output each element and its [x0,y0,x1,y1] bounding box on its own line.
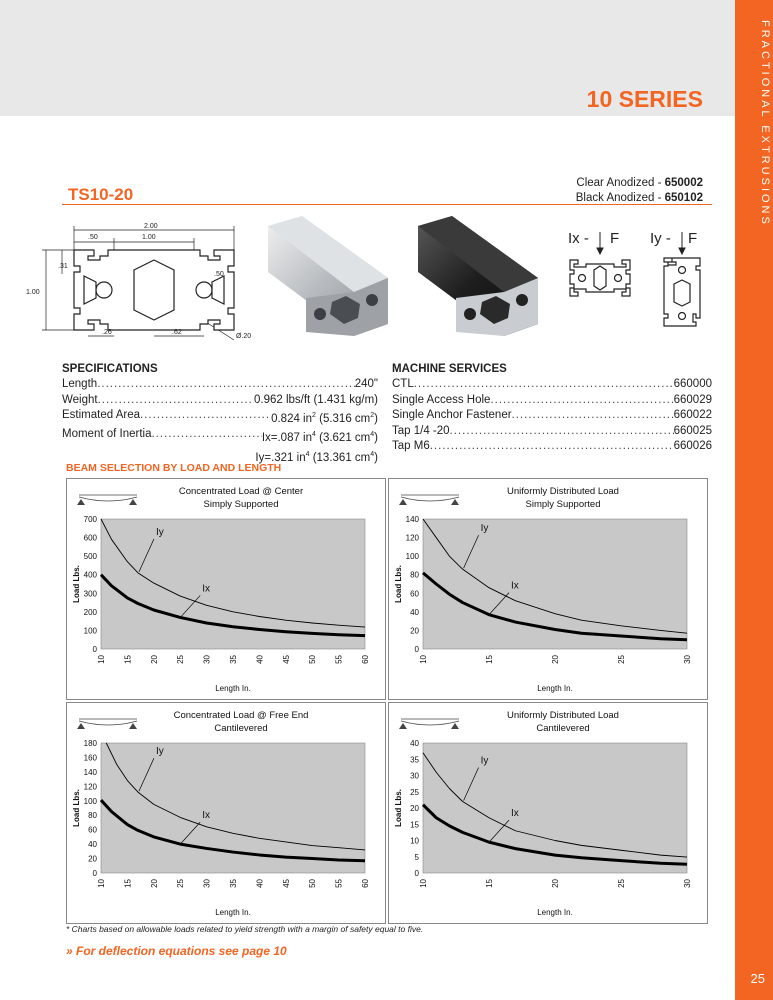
side-bar [735,0,773,1000]
x-tick-label: 20 [551,879,560,888]
chart-title: Uniformly Distributed Load [507,710,619,721]
x-tick-label: 45 [281,655,291,664]
chart-subtitle: Cantilevered [536,723,590,734]
x-tick-label: 15 [485,655,494,664]
chart-uniform-cantilevered [388,702,708,924]
beam-load-icon [77,719,137,729]
y-axis-label: Load Lbs. [394,565,403,603]
x-tick-label: 30 [683,655,692,664]
x-tick-label: 60 [361,655,370,664]
iy-profile-icon [664,258,700,326]
x-tick-label: 20 [149,879,159,888]
y-axis-label: Load Lbs. [72,789,81,827]
y-tick-label: 500 [83,552,97,562]
y-tick-label: 40 [410,607,419,617]
y-tick-label: 20 [88,854,97,864]
y-tick-label: 120 [83,782,97,792]
ix-profile-icon [570,260,630,296]
black-extrusion-photo [412,214,542,338]
part-numbers [576,176,703,206]
plot-area [101,519,365,649]
y-tick-label: 120 [405,533,419,543]
chart-title: Uniformly Distributed Load [507,486,619,497]
x-tick-label: 35 [229,879,238,888]
chart-center-simply-supported [66,478,386,700]
series-label-iy: Iy [155,526,164,538]
beam-load-icon [399,495,459,505]
y-tick-label: 600 [83,533,97,543]
y-tick-label: 35 [410,755,419,765]
y-axis-label: Load Lbs. [394,789,403,827]
x-tick-label: 15 [485,879,494,888]
dim-width: 2.00 [144,223,158,230]
beam-load-icon [77,495,137,505]
beam-selection-title: BEAM SELECTION BY LOAD AND LENGTH [66,462,282,474]
clear-number: 650002 [664,177,703,189]
y-tick-label: 0 [414,645,419,654]
page-number: 25 [750,971,765,986]
part-title: TS10-20 [68,185,134,204]
x-tick-label: 10 [419,879,428,888]
dim-31: .31 [58,263,68,270]
chart-svg [67,703,387,925]
service-row: Single Access Hole ..... 660029 [392,393,712,408]
chart-svg [67,479,387,701]
x-tick-label: 35 [229,655,238,664]
dim-50: .50 [214,271,224,278]
y-tick-label: 20 [410,804,419,813]
dim-slot: 1.00 [142,234,156,241]
y-tick-label: 200 [83,607,97,617]
x-tick-label: 55 [334,655,344,664]
x-tick-label: 20 [149,655,159,664]
deflection-link[interactable]: » For deflection equations see page 10 [66,944,287,958]
black-label: Black Anodized - [575,192,665,204]
y-tick-label: 0 [92,645,97,654]
series-label-ix: Ix [511,580,519,592]
profile-drawing [24,218,260,348]
x-axis-label: Length In. [537,684,573,693]
iy-label: Iy - [650,230,671,247]
footnote: * Charts based on allowable loads related to yield strength with a margin of safety equal to five. [66,924,424,934]
chart-subtitle: Simply Supported [203,499,279,510]
dim-half: .50 [88,234,98,241]
series-title: 10 SERIES [586,86,703,112]
series-label-ix: Ix [202,583,210,595]
dim-height: 1.00 [26,289,40,296]
x-tick-label: 15 [123,655,133,664]
iy-force: F [688,230,698,247]
chart-subtitle: Cantilevered [214,723,268,734]
y-tick-label: 30 [410,771,419,781]
series-label-ix: Ix [202,810,210,822]
side-label: FRACTIONAL EXTRUSIONS [759,20,771,227]
chart-subtitle: Simply Supported [525,499,601,510]
specifications [62,362,378,466]
x-tick-label: 30 [202,879,212,888]
x-tick-label: 40 [255,655,265,664]
beam-load-icon [399,719,459,729]
clear-extrusion-photo [262,214,392,338]
black-number: 650102 [664,192,703,204]
x-axis-label: Length In. [215,908,251,917]
x-axis-label: Length In. [537,908,573,917]
ix-iy-orientation [560,230,710,330]
y-tick-label: 300 [83,589,97,599]
machine-services [392,362,712,454]
y-tick-label: 10 [410,836,419,846]
series-label-iy: Iy [155,746,164,758]
x-tick-label: 10 [97,655,106,664]
y-tick-label: 25 [410,787,419,797]
y-tick-label: 20 [410,626,419,636]
spec-row-inertia: Moment of Inertia ..... Ix=.087 $in^4$ (3.621 $cm^4$) [62,427,378,446]
chart-svg [389,703,709,925]
y-tick-label: 140 [83,767,97,777]
ix-label: Ix - [568,230,589,247]
spec-row-length: Length ..... 240" [62,377,378,392]
series-label-ix: Ix [511,808,519,820]
y-tick-label: 60 [410,589,419,599]
chart-uniform-simply-supported [388,478,708,700]
y-tick-label: 100 [405,552,419,562]
y-tick-label: 5 [414,852,419,862]
dim-hole: Ø.20 [236,333,252,340]
series-label-iy: Iy [480,523,489,535]
y-tick-label: 60 [88,825,97,835]
y-tick-label: 0 [414,869,419,878]
x-tick-label: 25 [617,655,626,664]
y-tick-label: 100 [83,626,97,636]
x-tick-label: 30 [683,879,692,888]
y-tick-label: 160 [83,753,97,763]
chart-title: Concentrated Load @ Center [178,486,304,497]
x-tick-label: 50 [308,879,318,888]
series-label-iy: Iy [480,755,489,767]
y-axis-label: Load Lbs. [72,565,81,603]
x-tick-label: 30 [202,655,212,664]
spec-row-area: Estimated Area ..... 0.824 $in^2$ (5.316 $cm^2$) [62,408,378,427]
dim-62: .62 [172,329,182,336]
x-tick-label: 20 [551,655,560,664]
y-tick-label: 80 [410,570,419,580]
chart-free-end-cantilevered [66,702,386,924]
y-tick-label: 180 [83,739,97,748]
service-row: Single Anchor Fastener ..... 660022 [392,408,712,423]
spec-row-iy: Iy=.321 $in^4$ (13.361 $cm^4$) [255,450,378,464]
service-row: Tap M6 ..... 660026 [392,439,712,454]
x-tick-label: 45 [281,879,291,888]
x-tick-label: 10 [97,879,106,888]
y-tick-label: 80 [88,811,97,821]
y-tick-label: 0 [92,869,97,878]
chart-svg [389,479,709,701]
x-tick-label: 25 [176,879,186,888]
x-tick-label: 10 [419,655,428,664]
y-tick-label: 100 [83,796,97,806]
clear-label: Clear Anodized - [576,177,665,189]
spec-heading: SPECIFICATIONS [62,363,158,375]
y-tick-label: 40 [410,739,419,748]
x-tick-label: 25 [176,655,186,664]
spec-row-weight: Weight ..... 0.962 lbs/ft (1.431 kg/m) [62,393,378,408]
x-tick-label: 15 [123,879,133,888]
service-row: CTL ..... 660000 [392,377,712,392]
chart-title: Concentrated Load @ Free End [173,710,309,721]
x-tick-label: 40 [255,879,265,888]
dim-26: .26 [102,329,112,336]
x-tick-label: 25 [617,879,626,888]
y-tick-label: 140 [405,515,419,524]
x-tick-label: 55 [334,879,344,888]
y-tick-label: 40 [88,840,97,850]
machine-heading: MACHINE SERVICES [392,363,507,375]
y-tick-label: 700 [83,515,97,524]
y-tick-label: 15 [410,820,419,830]
x-tick-label: 50 [308,655,318,664]
ix-force: F [610,230,620,247]
x-axis-label: Length In. [215,684,251,693]
service-row: Tap 1/4 -20 ..... 660025 [392,424,712,439]
x-tick-label: 60 [361,879,370,888]
y-tick-label: 400 [83,570,97,580]
